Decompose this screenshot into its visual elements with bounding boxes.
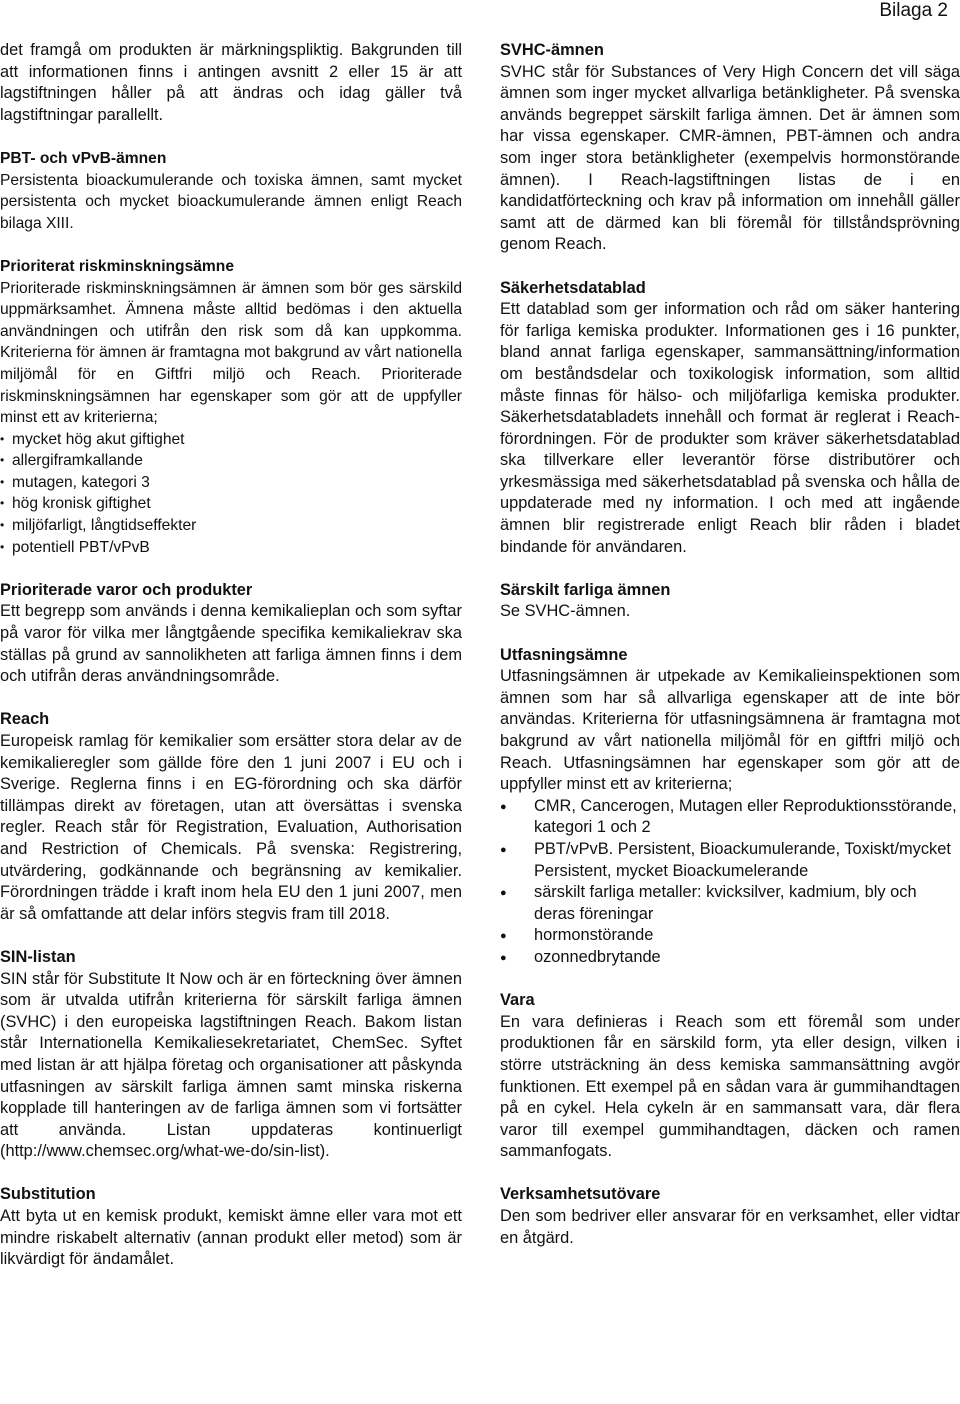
verksamhetsutovare-text: Den som bedriver eller ansvarar för en verksamhet, eller vidtar en åtgärd. bbox=[500, 1207, 960, 1247]
sarskilt-farliga-heading: Särskilt farliga ämnen bbox=[500, 580, 671, 599]
list-item: • potentiell PBT/vPvB bbox=[0, 537, 462, 559]
reach-text: Europeisk ramlag för kemikalier som ersätter stora delar av de kemikalieregler som gällde före den 1 juni 2007 i EU och i Sverige. Reglerna finns i en EG-förordning och ska därför tillämpas direkt av företagen, utan att översättas i svenska regler. Reach står för Registration, Evaluation, Authorisation and Restriction of Chemicals. På svenska: Registrering, utvärdering, godkännande och begränsning av kemikalier. Förordningen trädde i kraft inom hela EU den 1 juni 2007, men är så omfattande att delar införs stegvis fram till 2018. bbox=[0, 732, 462, 923]
prioriterat-section bbox=[0, 256, 462, 558]
utfasning-criteria-list bbox=[500, 796, 960, 969]
varor-heading: Prioriterade varor och produkter bbox=[0, 580, 253, 599]
sin-text: SIN står för Substitute It Now och är en förteckning över ämnen som är utvalda utifrån kriterierna för särskilt farliga ämnen (SVHC) i den europeiska lagstiftningen Reach. Bakom listan står Internationella Kemikaliesekretariatet, ChemSec. Syftet med listan är att hjälpa företag och organisationer att påskynda utfasningen av särskilt farliga ämnen samt minska riskerna kopplade till hanteringen av de farliga ämnen som vi fortsätter att använda. Listan uppdateras kontinuerligt (http://www.chemsec.org/what-we-do/sin-list). bbox=[0, 969, 462, 1161]
prioriterat-heading: Prioriterat riskminskningsämne bbox=[0, 257, 234, 275]
vara-text: En vara definieras i Reach som ett föremål som under produktionen får en särskild form, yta eller design, vilken i större utsträckning än dess kemiska sammansättning avgör funktionen. Ett exempel på en sådan vara är gummihandtagen på en cykel. Hela cykeln är en sammansatt vara, där flera varor till exempel gummihandtagen, däcken och ramen sammanfogats. bbox=[500, 1012, 960, 1161]
varor-text: Ett begrepp som används i denna kemikalieplan och som syftar på varor för vilka mer långtgående specifika kemikaliekrav ska ställas på grund av sannolikheten att farliga ämnen finns i dem och utifrån deras användningsområde. bbox=[0, 602, 462, 686]
substitution-section bbox=[0, 1184, 462, 1270]
varor-section bbox=[0, 580, 462, 688]
list-item: • mutagen, kategori 3 bbox=[0, 472, 462, 494]
list-item: ● CMR, Cancerogen, Mutagen eller Reproduktionsstörande, kategori 1 och 2 bbox=[534, 796, 960, 839]
utfasning-section bbox=[500, 645, 960, 969]
pbt-heading: PBT- och vPvB-ämnen bbox=[0, 149, 167, 167]
sarskilt-farliga-section bbox=[500, 580, 960, 623]
list-item: • mycket hög akut giftighet bbox=[0, 429, 462, 451]
verksamhetsutovare-section bbox=[500, 1184, 960, 1249]
intro-text: det framgå om produkten är märkningspliktig. Bakgrunden till att informationen finns i antingen avsnitt 2 eller 15 är att lagstiftningen håller på att ändras och idag gäller två lagstiftningar parallellt. bbox=[0, 41, 462, 124]
page-label: Bilaga 2 bbox=[879, 0, 948, 21]
prioriterat-text: Prioriterade riskminskningsämnen är ämnen som bör ges särskild uppmärksamhet. Ämnena måste alltid bedömas i den aktuella användningen och utifrån den risk som då kan uppkomma. Kriterierna för ämnen är framtagna mot bakgrund av vårt nationella miljömål för en Giftfri miljö och Reach. Prioriterade riskminskningsämnen har egenskaper som gör att de uppfyller minst ett av kriterierna; bbox=[0, 279, 462, 427]
list-item: ● särskilt farliga metaller: kvicksilver, kadmium, bly och deras föreningar bbox=[534, 882, 960, 925]
intro-section bbox=[0, 40, 462, 126]
utfasning-text: Utfasningsämnen är utpekade av Kemikalieinspektionen som ämnen som har så allvarliga egenskaper att de inte bör användas. Kriterierna för utfasningsämnena är framtagna mot bakgrund av vårt nationella miljömål för en giftfri miljö och Reach. Utfasningsämnen har egenskaper som gör att de uppfyller minst ett av kriterierna; bbox=[500, 667, 960, 794]
list-item: ● PBT/vPvB. Persistent, Bioackumulerande, Toxiskt/mycket Persistent, mycket Bioackumelerande bbox=[534, 839, 960, 882]
right-column bbox=[500, 40, 960, 1271]
sin-heading: SIN-listan bbox=[0, 947, 76, 966]
sarskilt-farliga-text: Se SVHC-ämnen. bbox=[500, 602, 631, 621]
list-item: • hög kronisk giftighet bbox=[0, 493, 462, 515]
svhc-section bbox=[500, 40, 960, 256]
list-item: ● hormonstörande bbox=[534, 925, 960, 947]
prioriterat-criteria-list bbox=[0, 429, 462, 559]
pbt-text: Persistenta bioackumulerande och toxiska ämnen, samt mycket persistenta och mycket bioackumulerande ämnen enligt Reach bilaga XIII. bbox=[0, 171, 462, 232]
vara-heading: Vara bbox=[500, 991, 535, 1010]
pbt-section bbox=[0, 148, 462, 234]
sin-section bbox=[0, 947, 462, 1163]
sakerhetsdatablad-text: Ett datablad som ger information och råd om säker hantering för farliga kemiska produkter. Informationen ges i 16 punkter, bland annat farliga egenskaper, sammansättning/information om beståndsdelar och toxikologisk information, som alltid måste finnas för hälso- och miljöfarliga kemiska produkter. Säkerhetsdatabladets innehåll och format är reglerat i Reach-förordningen. För de produkter som kräver säkerhetsdatablad ska tillverkare eller leverantör förse distributörer och yrkesmässiga med säkerhetsdatablad på svenska och hålla de uppdaterade med ny information. I och med att ingående ämnen blir registrerade enligt Reach blir råden i bladet bindande för användaren. bbox=[500, 300, 960, 556]
list-item: • allergiframkallande bbox=[0, 450, 462, 472]
list-item: • miljöfarligt, långtidseffekter bbox=[0, 515, 462, 537]
sakerhetsdatablad-section bbox=[500, 278, 960, 559]
sakerhetsdatablad-heading: Säkerhetsdatablad bbox=[500, 278, 646, 297]
left-column bbox=[0, 40, 462, 1292]
reach-section bbox=[0, 709, 462, 925]
substitution-text: Att byta ut en kemisk produkt, kemiskt ämne eller vara mot ett mindre riskabelt alternativ (annan produkt eller metod) som är likvärdigt för ändamålet. bbox=[0, 1207, 462, 1269]
vara-section bbox=[500, 990, 960, 1163]
substitution-heading: Substitution bbox=[0, 1185, 96, 1204]
list-item: ● ozonnedbrytande bbox=[534, 947, 960, 969]
verksamhetsutovare-heading: Verksamhetsutövare bbox=[500, 1185, 661, 1204]
svhc-text: SVHC står för Substances of Very High Concern det vill säga ämnen som inger mycket allvarliga betänkligheter. På svenska används begreppet särskilt farliga ämnen. Det är ämnen som har vissa egenskaper. CMR-ämnen, PBT-ämnen och andra som inger stora betänkligheter (exempelvis hormonstörande ämnen). I Reach-lagstiftningen listas de i en kandidatförteckning och krav på information om innehåll gäller samt att de därmed kan bli föremål för tillståndsprövning genom Reach. bbox=[500, 62, 960, 254]
utfasning-heading: Utfasningsämne bbox=[500, 645, 628, 664]
svhc-heading: SVHC-ämnen bbox=[500, 41, 604, 59]
reach-heading: Reach bbox=[0, 710, 50, 729]
